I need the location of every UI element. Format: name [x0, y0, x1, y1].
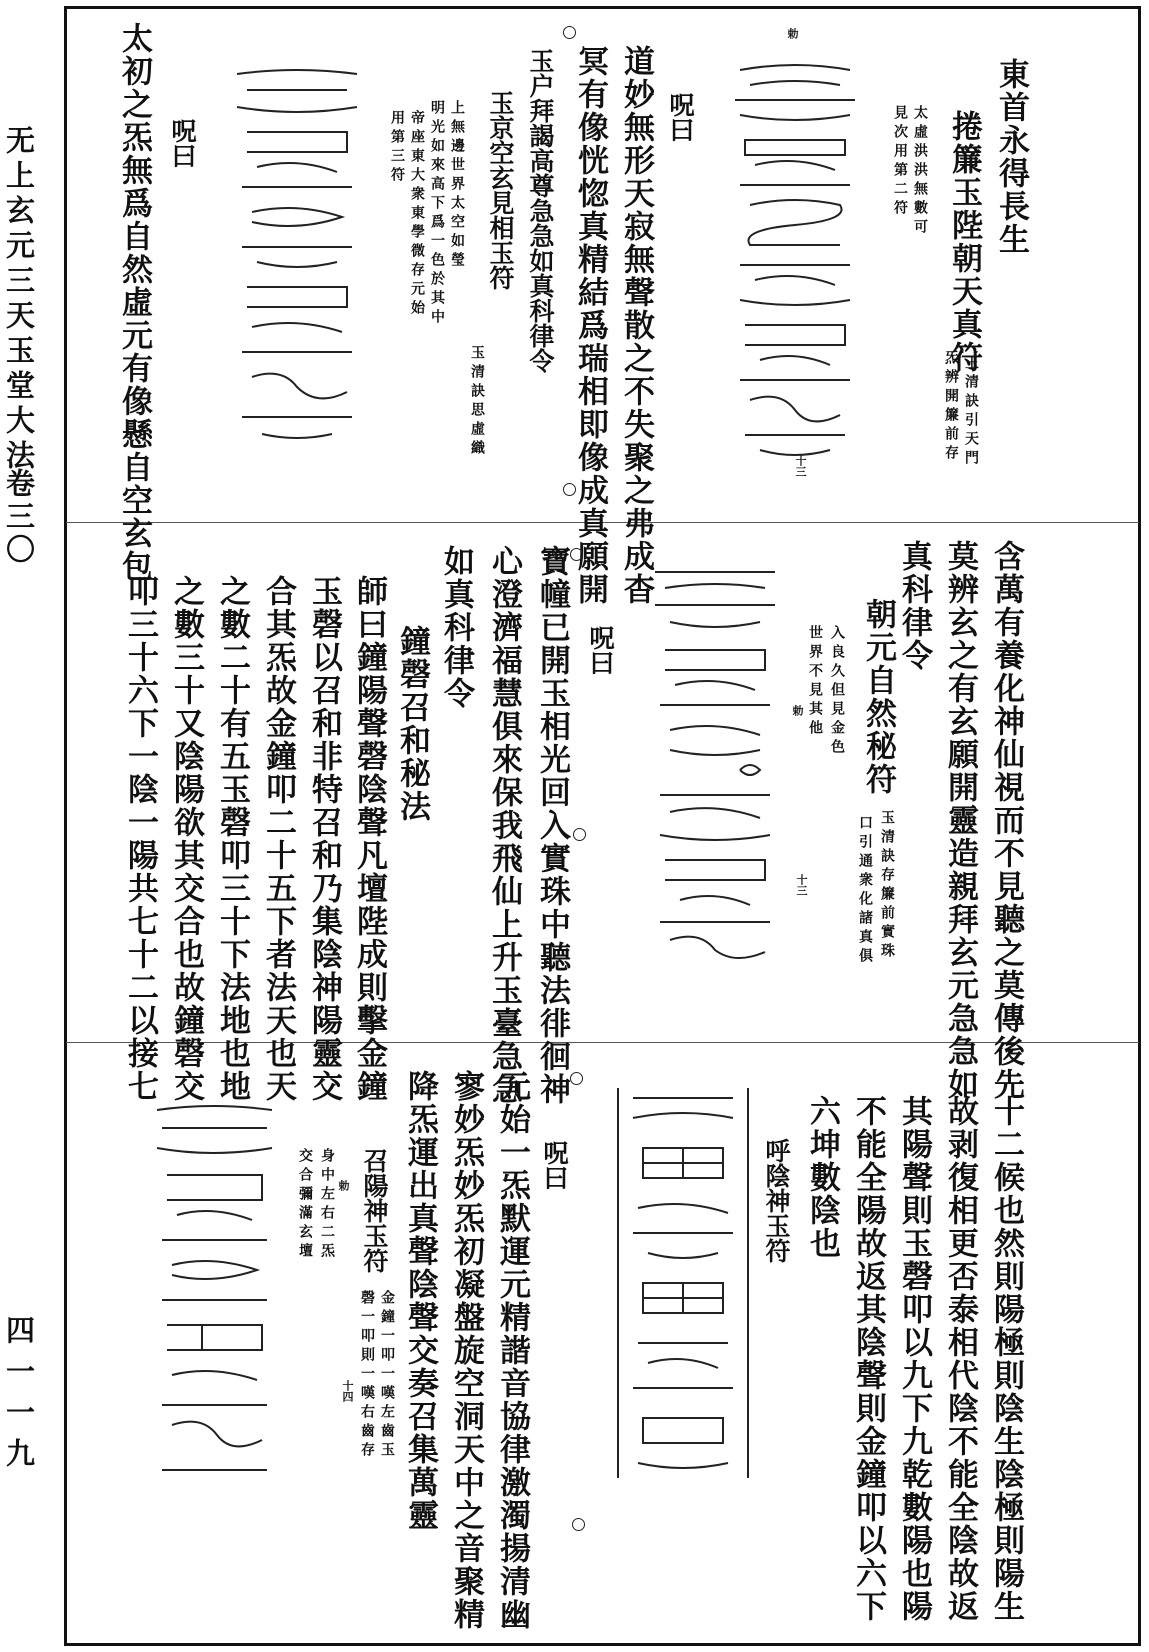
- upper-hymn-2: 冥有像恍惚真精結爲瑞相即像成真願開: [572, 45, 608, 606]
- upper-sub-3: 明光如來高下爲一色於其中: [429, 100, 445, 328]
- lower-label-chi: 勅: [337, 1180, 350, 1191]
- upper-zhou-2: 呪曰: [168, 118, 197, 168]
- middle-para-5: 之數三十又陰陽欲其交合也故鐘磬交: [168, 575, 204, 1103]
- upper-sub-1-note: 玉清訣思虛織: [469, 345, 485, 459]
- lower-col-1: 十二候也然則陽極則陰生陰極則陽生: [988, 1095, 1024, 1623]
- middle-label-chi: 勅: [791, 705, 804, 716]
- middle-hymn-1: 寶幢已開玉相光回入實珠中聽法徘徊神: [534, 545, 570, 1106]
- bullet-circle: [572, 1518, 585, 1531]
- middle-para-2: 玉磬以召和非特召和乃集陰神陽靈交: [306, 575, 342, 1103]
- lower-zhou: 呪曰: [540, 1140, 569, 1190]
- lower-col-2: 故剥復相更否泰相代陰不能全陰故返: [942, 1095, 978, 1623]
- middle-hymn-2: 心澄濟福慧俱來保我飛仙上升玉臺急急: [486, 545, 522, 1106]
- middle-talisman-name: 朝元自然秘符: [860, 598, 896, 796]
- lower-hymn-1: 元始一炁默運元精諧音協律激濁揚清幽: [494, 1070, 530, 1631]
- talisman-seal-2: [222, 62, 372, 447]
- talisman-seal-3: [640, 560, 790, 970]
- book-title: 无上玄元三天玉堂大法: [2, 125, 36, 475]
- bullet-circle: [570, 1072, 583, 1085]
- bullet-circle: [570, 548, 583, 561]
- lower-summon-note: 金鐘一叩一嘆左齒玉: [379, 1290, 395, 1461]
- middle-label-page: 十三: [795, 874, 808, 896]
- upper-sub-4: 帝座東大衆東學微存元始: [409, 110, 425, 319]
- upper-label-chi: 勅: [786, 28, 799, 39]
- upper-col-2-note-a: 玉清訣引天門: [963, 355, 979, 469]
- middle-para-3: 合其炁故金鐘叩二十五下者法天也天: [260, 575, 296, 1103]
- lower-summon: 召陽神玉符: [360, 1148, 389, 1273]
- upper-col-2-note-b: 炁辨開簾前存: [943, 350, 959, 464]
- middle-hymn-3: 如真科律令: [438, 545, 474, 710]
- volume-label: 卷三〇: [2, 468, 36, 567]
- middle-note-2: 口引通衆化諸真俱: [857, 815, 873, 967]
- upper-sub-5: 用第三符: [389, 110, 405, 186]
- lower-note-3: 身中左右二炁: [319, 1148, 335, 1262]
- middle-talisman-note: 玉清訣存簾前實珠: [879, 810, 895, 962]
- upper-hymn-3: 玉户拜謁高尊急急如真科律令: [526, 48, 555, 373]
- lower-col-4: 不能全陽故返其陰聲則金鐘叩以六下: [850, 1095, 886, 1623]
- lower-hymn-3: 降炁運出真聲陰聲交奏召集萬靈: [402, 1070, 438, 1532]
- lower-col-3: 其陽聲則玉磬叩以九下九乾數陽也陽: [896, 1095, 932, 1623]
- lower-label-page: 十四: [341, 1380, 354, 1402]
- middle-note-3: 入良久但見金色: [829, 625, 845, 758]
- upper-sub-2: 上無邊世界太空如瑩: [449, 100, 465, 271]
- middle-para-6: 叩三十六下一陰一陽共七十二以接七: [122, 575, 158, 1103]
- upper-hymn-1: 道妙無形天寂無聲散之不失聚之弗成杳: [618, 45, 654, 606]
- middle-heading: 鐘磬召和秘法: [394, 625, 430, 823]
- middle-col-2: 莫辨玄之有玄願開靈造親拜玄元急急如: [942, 540, 978, 1101]
- upper-zhou-1: 呪曰: [666, 92, 695, 142]
- middle-para-4: 之數二十有五玉磬叩三十下法地也地: [214, 575, 250, 1103]
- upper-sub-1: 玉京空玄見相玉符: [486, 90, 515, 290]
- lower-note-2: 磬一叩則一嘆右齒存: [359, 1290, 375, 1461]
- upper-col-4: 見次用第二符: [892, 105, 908, 219]
- talisman-seal-4: [598, 1078, 768, 1488]
- middle-col-1: 含萬有養化神仙視而不見聽之莫傳後先: [988, 540, 1024, 1101]
- upper-label-page: 十三: [794, 455, 807, 477]
- bullet-circle: [563, 26, 576, 39]
- lower-col-5: 六坤數陰也: [804, 1095, 840, 1260]
- upper-hymn-4: 太初之炁無爲自然虛元有像懸自空玄包: [116, 22, 152, 583]
- middle-col-3: 真科律令: [896, 540, 932, 672]
- lower-hymn-2: 寥妙炁妙炁初凝盤旋空洞天中之音聚精: [448, 1070, 484, 1631]
- lower-talisman-title: 呼陰神玉符: [762, 1138, 791, 1263]
- bullet-circle: [573, 828, 586, 841]
- middle-para-1: 師曰鐘陽聲磬陰聲凡壇陛成則擊金鐘: [351, 575, 387, 1103]
- talisman-seal-1: [720, 55, 870, 475]
- talisman-seal-5: [142, 1100, 287, 1490]
- upper-col-3: 太虛洪洪無數可: [912, 105, 928, 238]
- page-number: 四一一九: [2, 1315, 36, 1479]
- middle-zhou: 呪曰: [586, 625, 615, 675]
- upper-col-2: 捲簾玉陛朝天真符: [946, 110, 982, 374]
- lower-note-4: 交合彌滿玄壇: [297, 1148, 313, 1262]
- middle-note-4: 世界不見其他: [807, 625, 823, 739]
- upper-col-1: 東首永得長生: [993, 58, 1029, 256]
